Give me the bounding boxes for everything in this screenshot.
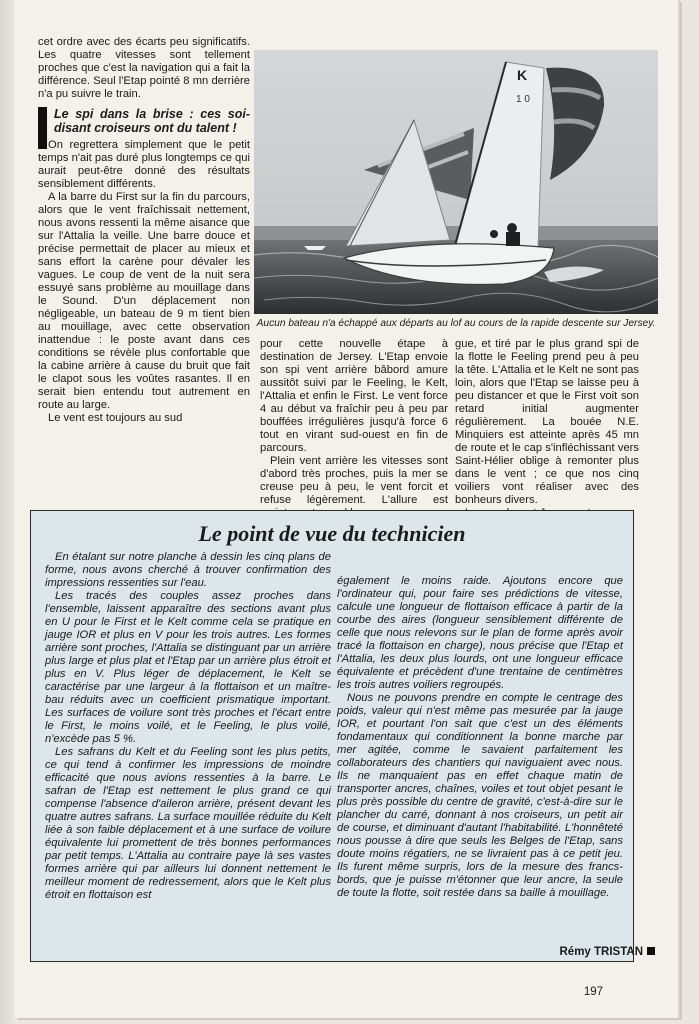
author-signature xyxy=(560,946,656,958)
end-mark-square xyxy=(647,947,655,955)
article-paragraph: On regrettera simplement que le petit temps n'ait pas duré plus longtemps ce qui aurait peut-être donné des résultats sensiblement différents. xyxy=(38,139,250,190)
sailboat-illustration xyxy=(254,50,658,314)
sail-mark: K xyxy=(517,67,528,83)
subheading-text: Le spi dans la brise : ces soi-disant croiseurs ont du talent ! xyxy=(54,107,250,135)
article-paragraph: gue, et tiré par le plus grand spi de la flotte le Feeling prend peu à peu la tête. L'Attalia et le Kelt ne sont pas loin, alors que l'Etap se laisse peu à peu distancer et que le First voit son retard initial augmenter régulièrement. La bouée N.E. Minquiers est atteinte après 45 mn de route et le cap s'infléchissant vers Saint-Hélier oblige à remonter plus dans le vent ; ce que nos cinq voiliers vont réaliser avec des bonheurs divers. xyxy=(455,338,639,506)
sidebar-paragraph: Nous ne pouvons prendre en compte le centrage des poids, valeur qui n'est même pas mesurée par la jauge IOR, et pourtant l'on sait que c'est un des éléments fondamentaux qui conditionnent la bonne marche par mer agitée, comme le savaient parfaitement les collaborateurs des chantiers qui naviguaient avec nous. Ils ne manquaient pas en effet chaque matin de transporter ancres, chaînes, voiles et tout objet pesant le plus près possible du centre de gravité, c'est-à-dire sur le plancher du carré, donnant à nos croiseurs, un petit air de course, et diminuant d'autant l'habitabilité. L'honnêteté nous pousse à dire que seuls les Belges de l'Etap, sans doute moins régatiers, ne se livraient pas à ce petit jeu. Ils furent même surpris, lors de la mesure des francs-bords, que je puisse m'étonner que leur ancre, la seule de toute la flotte, soit restée dans sa baille à mouillage. xyxy=(337,692,623,899)
article-column-middle xyxy=(260,338,448,506)
author-name: Rémy TRISTAN xyxy=(559,946,643,958)
page-number: 197 xyxy=(583,986,603,998)
sidebar-paragraph: également le moins raide. Ajoutons encore que l'ordinateur qui, pour faire ses prédictions de vitesse, calcule une longueur de flottaison efficace à partir de la courbe des aires (longueur sensiblement différente de celle que nous relevons sur le plan de forme après avoir tracé la flottaison en charge), nous précise que l'Etap et l'Attalia, les deux plus lourds, ont une longueur efficace équivalente et précèdent d'une trentaine de centimètres les trois autres voiliers regroupés. xyxy=(337,575,623,691)
article-paragraph: cet ordre avec des écarts peu significatifs. Les quatre vitesses sont tellement proches que c'est la navigation qui a fait la différence. Seul l'Etap pointé 8 mn derrière n'a pu suivre le train. xyxy=(38,36,250,100)
sidebar-title: Le point de vue du technicien xyxy=(198,521,466,546)
article-paragraph: pour cette nouvelle étape à destination de Jersey. L'Etap envoie son spi vent arrière bâbord amure aussitôt suivi par le Feeling, le Kelt, l'Attalia et enfin le First. Le vent force 4 au début va fraîchir peu à peu par bouffées irrégulières jusqu'à force 6 tout en virant sud-ouest en fin de parcours. xyxy=(260,338,448,454)
sidebar-paragraph: En étalant sur notre planche à dessin les cinq plans de forme, nous avons cherché à trouver confirmation des impressions ressenties sur l'eau. xyxy=(45,551,331,589)
photo-caption: Aucun bateau n'a échappé aux départs au lof au cours de la rapide descente sur Jersey. xyxy=(256,318,656,329)
technician-sidebar xyxy=(30,510,634,962)
sail-number: 1 0 xyxy=(516,94,530,105)
article-paragraph: Le vent est toujours au sud xyxy=(48,412,183,424)
article-paragraph: A la barre du First sur la fin du parcours, alors que le vent fraîchissait nettement, nous avons ressenti la même aisance que sur l'Attalia la veille. Une barre douce et précise permettait de placer au mieux et sans effort la carène pour dévaler les vagues. Le coup de vent de la nuit sera essuyé sans problème au mouillage dans le Sound. D'un déplacement non négligeable, un bateau de 9 m tient bien au mouillage, avec cette observation inattendue : le poste avant dans ces conditions se révèle plus confortable que la cabine arrière à cause du bruit que fait le clapot sous les voûtes rasantes. Il en serait bien entendu tout autrement en route au large. xyxy=(38,191,250,411)
sidebar-column-right xyxy=(337,575,623,935)
article-subheading xyxy=(38,107,250,135)
sidebar-column-left xyxy=(45,551,331,955)
article-paragraph: Plein vent arrière les vitesses sont d'abord très proches, puis la mer se creuse peu à peu, le vent forcit et refuse légèrement. L'allure est xyxy=(260,455,448,506)
article-column-left xyxy=(38,36,250,502)
subheading-bar xyxy=(38,107,47,149)
article-column-right xyxy=(455,338,639,528)
sidebar-paragraph: Les safrans du Kelt et du Feeling sont les plus petits, ce qui tend à confirmer les impressions de moindre efficacité que nous avions ressenties à la barre. Le safran de l'Etap est nettement le plus grand ce qui compense l'absence d'aileron arrière, présent devant les quatre autres safrans. La surface mouillée réduite du Kelt liée à son faible déplacement et à une surface de voilure équivalente lui promettent de très bonnes performances par petit temps. L'Attalia au contraire paye là ses vastes formes arrière qui par ailleurs lui donnent nettement le meilleur moment de redressement, alors que le Kelt plus étroit en flottaison est xyxy=(45,746,331,901)
sailboat-photo xyxy=(254,50,658,314)
sidebar-paragraph: Les tracés des couples assez proches dans l'ensemble, laissent apparaître des sections avant plus en U pour le First et le Kelt comme cela se pratique en jauge IOR et plus en V pour les trois autres. Les formes arrière sont proches, l'Attalia se distinguant par un arrière plus large et plus plat et l'Etap par un arrière plus étroit et plus en V. Plus léger de déplacement, le Kelt se caractérise par une largeur à la flottaison et un maître-bau réduits avec un coefficient prismatique important. Les surfaces de voilure sont très proches et l'écart entre le First, le moins voilé, et le Feeling, le plus voilé, n'excède pas 5 %. xyxy=(45,590,331,745)
